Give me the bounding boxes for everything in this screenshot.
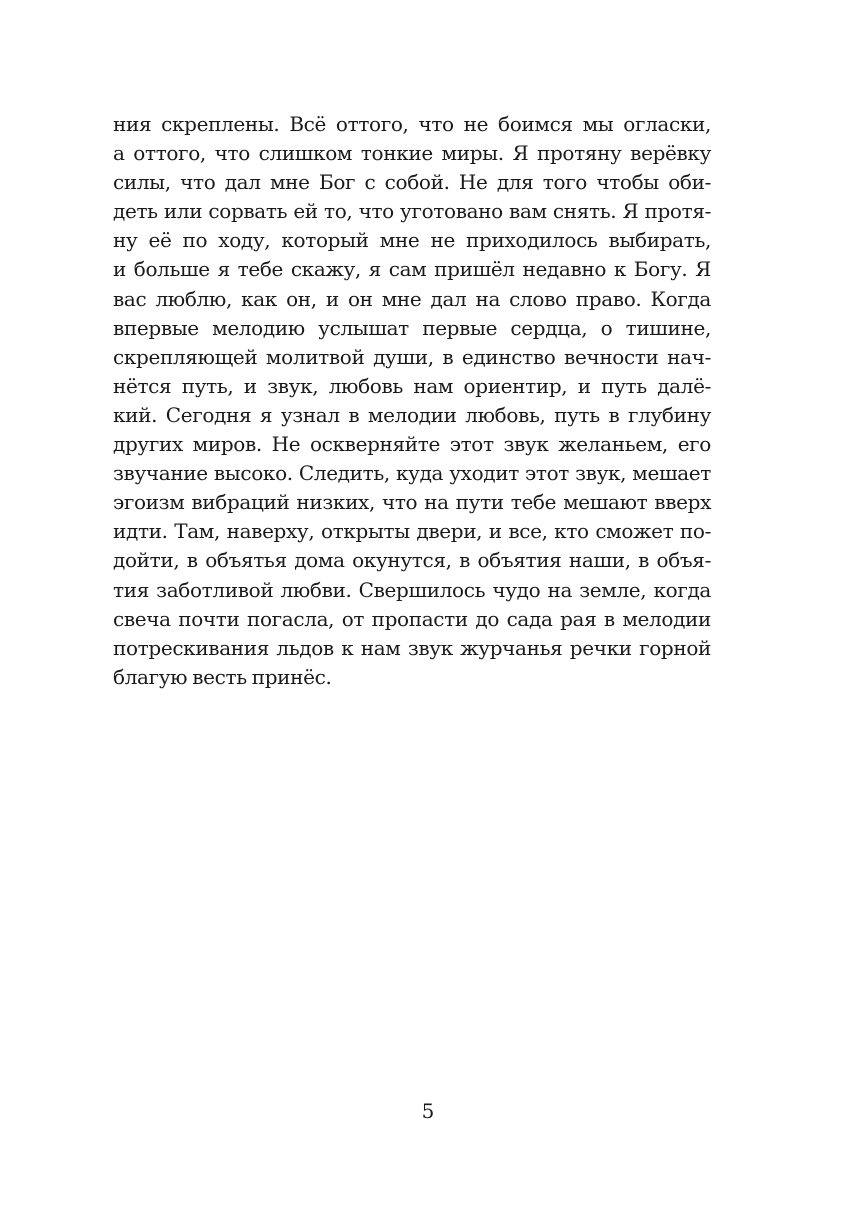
text-line: ния скреплены. Всё оттого, что не боимся мы огласки,	[113, 112, 711, 136]
text-line: и больше я тебе скажу, я сам пришёл недавно к Богу. Я	[113, 257, 711, 282]
text-line: дойти, в объятья дома окунутся, в объятия наши, в объя-	[113, 548, 711, 573]
text-line: а оттого, что слишком тонкие миры. Я протяну верёвку	[113, 141, 711, 166]
text-line: впервые мелодию услышат первые сердца, о тишине,	[113, 315, 711, 340]
text-line: других миров. Не оскверняйте этот звук желаньем, его	[113, 432, 711, 457]
text-line: ну её по ходу, который мне не приходилось выбирать,	[113, 228, 711, 253]
page-number: 5	[421, 1099, 435, 1123]
text-line: звучание высоко. Следить, куда уходит этот звук, мешает	[113, 461, 711, 486]
body-text	[113, 110, 711, 692]
text-line: свеча почти погасла, от пропасти до сада рая в мелодии	[113, 606, 711, 631]
text-line: деть или сорвать ей то, что уготовано вам снять. Я протя-	[113, 199, 711, 224]
text-line: вас люблю, как он, и он мне дал на слово право. Когда	[113, 286, 711, 311]
text-line: скрепляющей молитвой души, в единство вечности нач-	[113, 344, 711, 369]
text-line: благую весть принёс.	[113, 664, 332, 689]
text-line: эгоизм вибраций низких, что на пути тебе мешают вверх	[113, 490, 711, 515]
text-line: нётся путь, и звук, любовь нам ориентир, и путь далё-	[113, 373, 711, 398]
text-line: тия заботливой любви. Свершилось чудо на земле, когда	[113, 577, 711, 602]
text-line: силы, что дал мне Бог с собой. Не для того чтобы оби-	[113, 170, 711, 195]
text-line: кий. Сегодня я узнал в мелодии любовь, путь в глубину	[113, 402, 711, 427]
text-line: потрескивания льдов к нам звук журчанья речки горной	[113, 635, 711, 660]
text-line: идти. Там, наверху, открыты двери, и все, кто сможет по-	[113, 519, 711, 544]
